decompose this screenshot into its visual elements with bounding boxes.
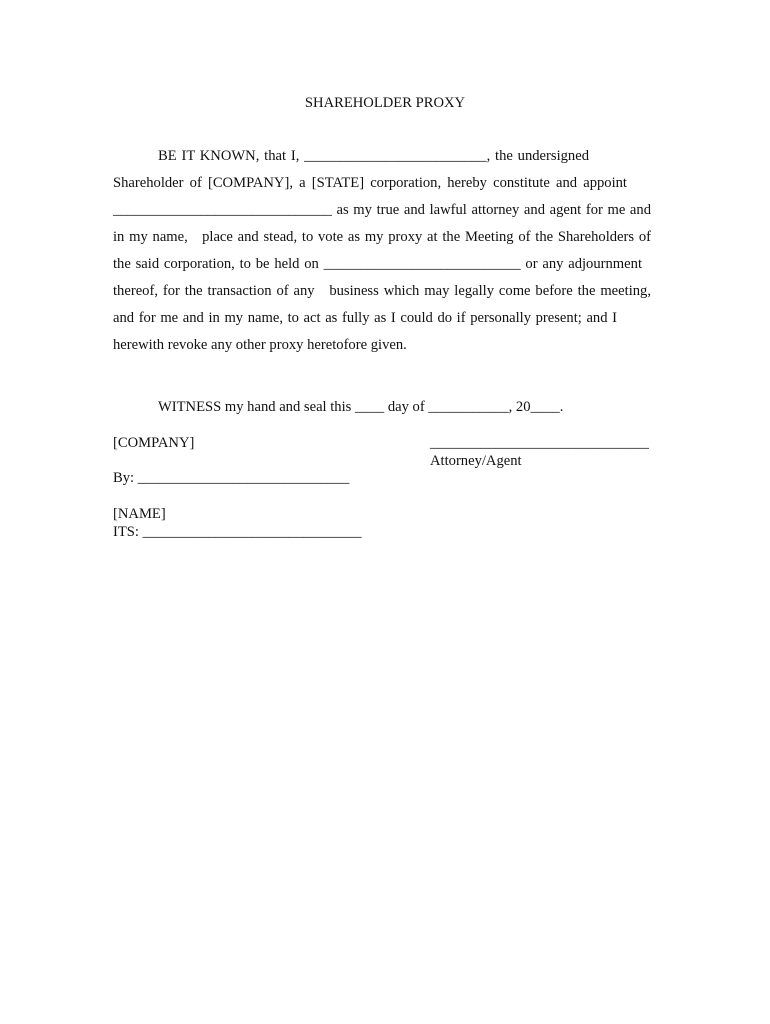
body-line: herewith revoke any other proxy heretofore given. [113,337,407,353]
body-line: BE IT KNOWN, that I, _________________________, the undersigned [158,148,589,164]
witness-line: WITNESS my hand and seal this ____ day of ___________, 20____. [158,399,564,415]
agent-label: Attorney/Agent [430,453,522,469]
body-line: and for me and in my name, to act as fully as I could do if personally present; and I [113,310,617,326]
company-label: [COMPANY] [113,435,195,451]
body-line: Shareholder of [COMPANY], a [STATE] corporation, hereby constitute and appoint [113,175,627,191]
body-line: thereof, for the transaction of any business which may legally come before the meeting, [113,283,651,299]
body-line: ______________________________ as my true and lawful attorney and agent for me and [113,202,651,218]
agent-signature-line: ______________________________ [430,435,649,451]
its-line: ITS: ______________________________ [113,524,362,540]
body-line: the said corporation, to be held on ___________________________ or any adjournment [113,256,642,272]
body-line: in my name, place and stead, to vote as my proxy at the Meeting of the Shareholders of [113,229,651,245]
by-signature-line: By: _____________________________ [113,470,350,486]
name-label: [NAME] [113,506,166,522]
document-title: SHAREHOLDER PROXY [304,95,466,111]
